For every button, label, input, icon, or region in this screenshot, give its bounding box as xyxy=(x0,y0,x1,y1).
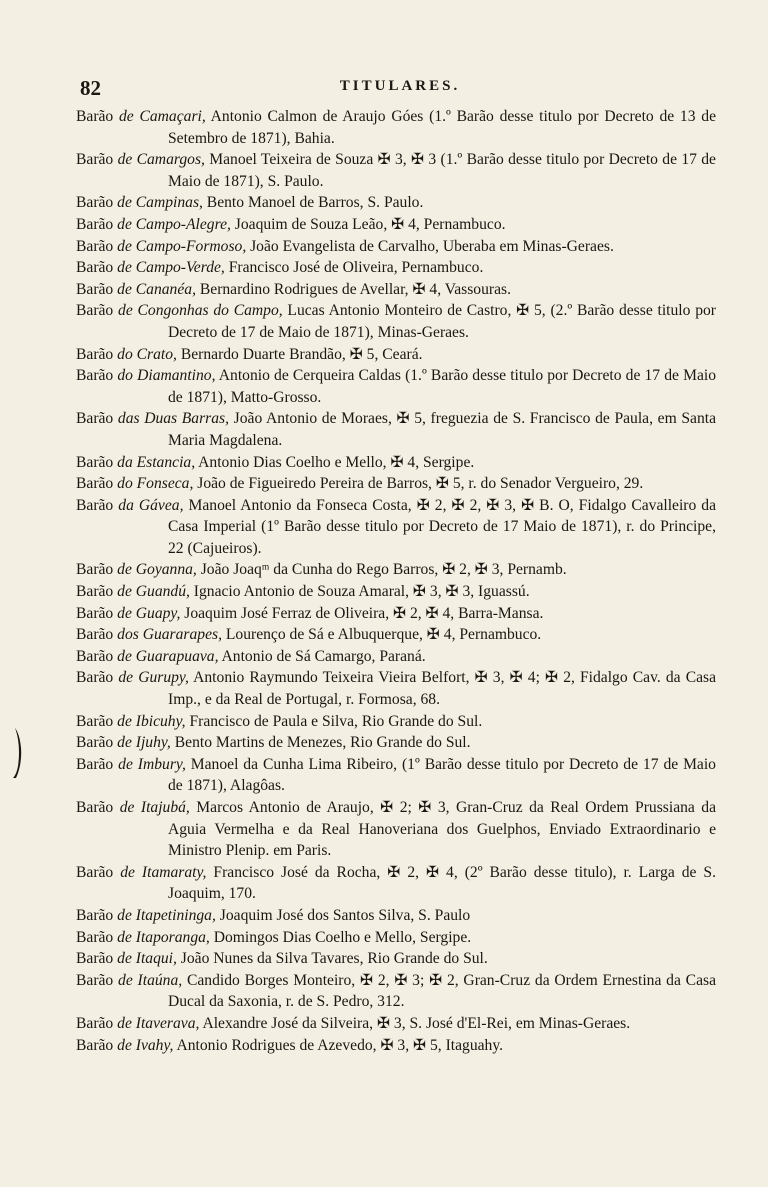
entry-text: Antonio de Cerqueira Caldas (1.º Barão desse titulo por Decreto de 17 de Maio de 1871), Matto-Grosso. xyxy=(168,367,716,406)
entry-title: Barão xyxy=(76,1036,114,1054)
entry xyxy=(76,473,716,495)
entry-place: dos Guararapes, xyxy=(117,626,222,644)
entry-place: de Itaporanga, xyxy=(117,928,210,946)
page-header xyxy=(80,76,720,102)
entry xyxy=(76,236,716,258)
entry-text: Lourenço de Sá e Albuquerque, ✠ 4, Pernambuco. xyxy=(221,626,542,644)
entry xyxy=(76,732,716,754)
entry-place: de Itaverava, xyxy=(117,1014,200,1032)
entry xyxy=(76,581,716,603)
entry-title: Barão xyxy=(76,799,114,816)
entry-title: Barão xyxy=(76,302,114,320)
entry-place: de Itapetininga, xyxy=(117,906,216,924)
entry xyxy=(76,1013,716,1035)
entry xyxy=(76,408,716,451)
entry-title: Barão xyxy=(76,237,114,255)
entry-place: de Gurupy, xyxy=(118,669,189,687)
entry-title: Barão xyxy=(76,712,114,730)
entry-place: do Diamantino, xyxy=(117,367,216,385)
entry-text: João Joaqᵐ da Cunha do Rego Barros, ✠ 2, ✠ 3, Pernamb. xyxy=(196,561,567,579)
running-title: TITULARES. xyxy=(339,78,461,94)
entry-text: Marcos Antonio de Araujo, ✠ 2; ✠ 3, Gran-Cruz da Real Ordem Prussiana da Aguia Vermelha e da Real Hanoveriana dos Guelphos, Enviado Extraordinario e Ministro Plenip. em Paris. xyxy=(168,799,717,860)
entry-text: João Antonio de Moraes, ✠ 5, freguezia de S. Francisco de Paula, em Santa Maria Magdalena. xyxy=(168,410,716,449)
entry-title: Barão xyxy=(76,734,114,752)
entry-text: Bernardo Duarte Brandão, ✠ 5, Ceará. xyxy=(176,345,423,363)
entry xyxy=(76,365,716,408)
entry-title: Barão xyxy=(76,647,114,665)
entry-title: Barão xyxy=(76,626,114,644)
entry-place: de Itaqui, xyxy=(117,950,177,968)
entry-title: Barão xyxy=(76,496,114,514)
entry-title: Barão xyxy=(76,194,114,212)
entry-title: Barão xyxy=(76,280,114,298)
entry-place: de Imbury, xyxy=(118,755,186,773)
entry-place: de Cananéa, xyxy=(117,280,196,298)
entry-text: Antonio de Sá Camargo, Paraná. xyxy=(218,647,426,665)
entry-place: de Ivahy, xyxy=(117,1036,174,1054)
entry-place: da Gávea, xyxy=(118,496,184,514)
margin-mark xyxy=(12,728,22,778)
entry xyxy=(76,948,716,970)
entry xyxy=(76,106,716,149)
entry xyxy=(76,862,716,905)
entry-place: de Itaúna, xyxy=(118,971,183,989)
entry-title: Barão xyxy=(76,906,114,924)
entry-place: das Duas Barras, xyxy=(117,410,230,428)
entry-title: Barão xyxy=(76,971,114,989)
entry-text: Joaquim José dos Santos Silva, S. Paulo xyxy=(215,906,471,924)
entry-text: Antonio Raymundo Teixeira Vieira Belfort, ✠ 3, ✠ 4; ✠ 2, Fidalgo Cav. da Casa Imp., e da Real de Portugal, r. Formosa, 68. xyxy=(168,669,717,709)
entry-text: Francisco José de Oliveira, Pernambuco. xyxy=(224,259,484,277)
entry-title: Barão xyxy=(76,475,114,493)
entry-title: Barão xyxy=(76,669,114,687)
entry-title: Barão xyxy=(76,259,114,277)
entry-place: de Congonhas do Campo, xyxy=(118,302,283,320)
entry-text: Manoel Antonio da Fonseca Costa, ✠ 2, ✠ 2, ✠ 3, ✠ B. O, Fidalgo Cavalleiro da Casa Imperial (1º Barão desse titulo por Decreto de 17 Maio de 1871), r. do Principe, 22 (Cajueiros). xyxy=(168,496,717,557)
entry-title: Barão xyxy=(76,453,114,471)
entry-place: de Campinas, xyxy=(117,194,203,212)
entry-text: João de Figueiredo Pereira de Barros, ✠ 5, r. do Senador Vergueiro, 29. xyxy=(193,475,644,493)
entry-title: Barão xyxy=(76,928,114,946)
entry-place: de Itamaraty, xyxy=(120,863,207,881)
entry-title: Barão xyxy=(76,604,114,622)
entry-title: Barão xyxy=(76,755,114,773)
entry xyxy=(76,149,716,192)
entry-text: Manoel da Cunha Lima Ribeiro, (1º Barão desse titulo por Decreto de 17 de Maio de 1871), Alagôas. xyxy=(168,755,716,795)
entry xyxy=(76,495,716,560)
entry xyxy=(76,797,716,862)
entry-place: de Campo-Formoso, xyxy=(117,237,247,255)
entry-text: Antonio Calmon de Araujo Góes (1.º Barão desse titulo por Decreto de 13 de Setembro de 1871), Bahia. xyxy=(168,108,716,147)
entry xyxy=(76,452,716,474)
entry xyxy=(76,603,716,625)
entry xyxy=(76,646,716,668)
entry xyxy=(76,667,716,710)
entry-text: João Evangelista de Carvalho, Uberaba em Minas-Geraes. xyxy=(246,237,614,255)
entry-title: Barão xyxy=(76,367,114,385)
entry-place: de Itajubá, xyxy=(119,799,190,816)
entry-text: Bento Manoel de Barros, S. Paulo. xyxy=(202,194,424,212)
entry-text: Domingos Dias Coelho e Mello, Sergipe. xyxy=(209,928,472,946)
entry-place: de Ijuhy, xyxy=(117,734,171,752)
entry-text: Francisco de Paula e Silva, Rio Grande do Sul. xyxy=(185,712,483,730)
entry-place: de Guandú, xyxy=(117,583,190,601)
entry-title: Barão xyxy=(76,345,114,363)
entry-title: Barão xyxy=(76,950,114,968)
entry xyxy=(76,1035,716,1057)
entry-text: Bernardino Rodrigues de Avellar, ✠ 4, Vassouras. xyxy=(195,280,511,298)
entry xyxy=(76,905,716,927)
entry-text: Candido Borges Monteiro, ✠ 2, ✠ 3; ✠ 2, Gran-Cruz da Ordem Ernestina da Casa Ducal da Saxonia, r. de S. Pedro, 312. xyxy=(168,971,716,1011)
entry-title: Barão xyxy=(76,1014,114,1032)
entry-text: Alexandre José da Silveira, ✠ 3, S. José d'El-Rei, em Minas-Geraes. xyxy=(199,1014,631,1032)
entry-place: de Ibicuhy, xyxy=(117,712,186,730)
entry-text: Lucas Antonio Monteiro de Castro, ✠ 5, (2.º Barão desse titulo por Decreto de 17 de Maio de 1871), Minas-Geraes. xyxy=(168,302,716,341)
entry-title: Barão xyxy=(76,863,114,881)
entry-title: Barão xyxy=(76,151,114,169)
entry-title: Barão xyxy=(76,215,114,233)
entry xyxy=(76,257,716,279)
entry-place: da Estancia, xyxy=(117,453,196,471)
entry-place: de Campo-Verde, xyxy=(117,259,225,277)
entry xyxy=(76,344,716,366)
entry-list xyxy=(76,106,716,1056)
entry-place: do Fonseca, xyxy=(117,475,194,493)
entry-title: Barão xyxy=(76,561,114,579)
entry-text: Antonio Dias Coelho e Mello, ✠ 4, Sergipe. xyxy=(195,453,475,471)
entry-title: Barão xyxy=(76,583,114,601)
entry-text: Francisco José da Rocha, ✠ 2, ✠ 4, (2º Barão desse titulo), r. Larga de S. Joaquim, 170. xyxy=(168,863,716,903)
entry-place: do Crato, xyxy=(117,345,177,363)
entry-title: Barão xyxy=(76,410,114,428)
entry-text: Antonio Rodrigues de Azevedo, ✠ 3, ✠ 5, Itaguahy. xyxy=(173,1036,504,1054)
entry xyxy=(76,970,716,1013)
entry-text: João Nunes da Silva Tavares, Rio Grande do Sul. xyxy=(176,950,488,968)
entry xyxy=(76,300,716,343)
entry-place: de Guarapuava, xyxy=(117,647,219,665)
entry xyxy=(76,559,716,581)
page-number: 82 xyxy=(80,76,101,100)
entry-place: de Campo-Alegre, xyxy=(117,215,231,233)
entry-text: Joaquim de Souza Leão, ✠ 4, Pernambuco. xyxy=(230,215,506,233)
entry xyxy=(76,192,716,214)
entry-title: Barão xyxy=(76,108,114,125)
entry xyxy=(76,624,716,646)
entry-text: Manoel Teixeira de Souza ✠ 3, ✠ 3 (1.º Barão desse titulo por Decreto de 17 de Maio de 1871), S. Paulo. xyxy=(168,151,716,190)
entry-place: de Camaçari, xyxy=(119,108,206,125)
entry xyxy=(76,214,716,236)
entry xyxy=(76,279,716,301)
entry xyxy=(76,711,716,733)
entry-place: de Camargos, xyxy=(117,151,205,169)
entry-text: Joaquim José Ferraz de Oliveira, ✠ 2, ✠ 4, Barra-Mansa. xyxy=(180,604,544,622)
entry xyxy=(76,754,716,797)
entry-place: de Guapy, xyxy=(117,604,181,622)
entry-text: Ignacio Antonio de Souza Amaral, ✠ 3, ✠ 3, Iguassú. xyxy=(189,583,530,601)
entry-text: Bento Martins de Menezes, Rio Grande do Sul. xyxy=(170,734,471,752)
entry xyxy=(76,927,716,949)
entry-place: de Goyanna, xyxy=(117,561,197,579)
